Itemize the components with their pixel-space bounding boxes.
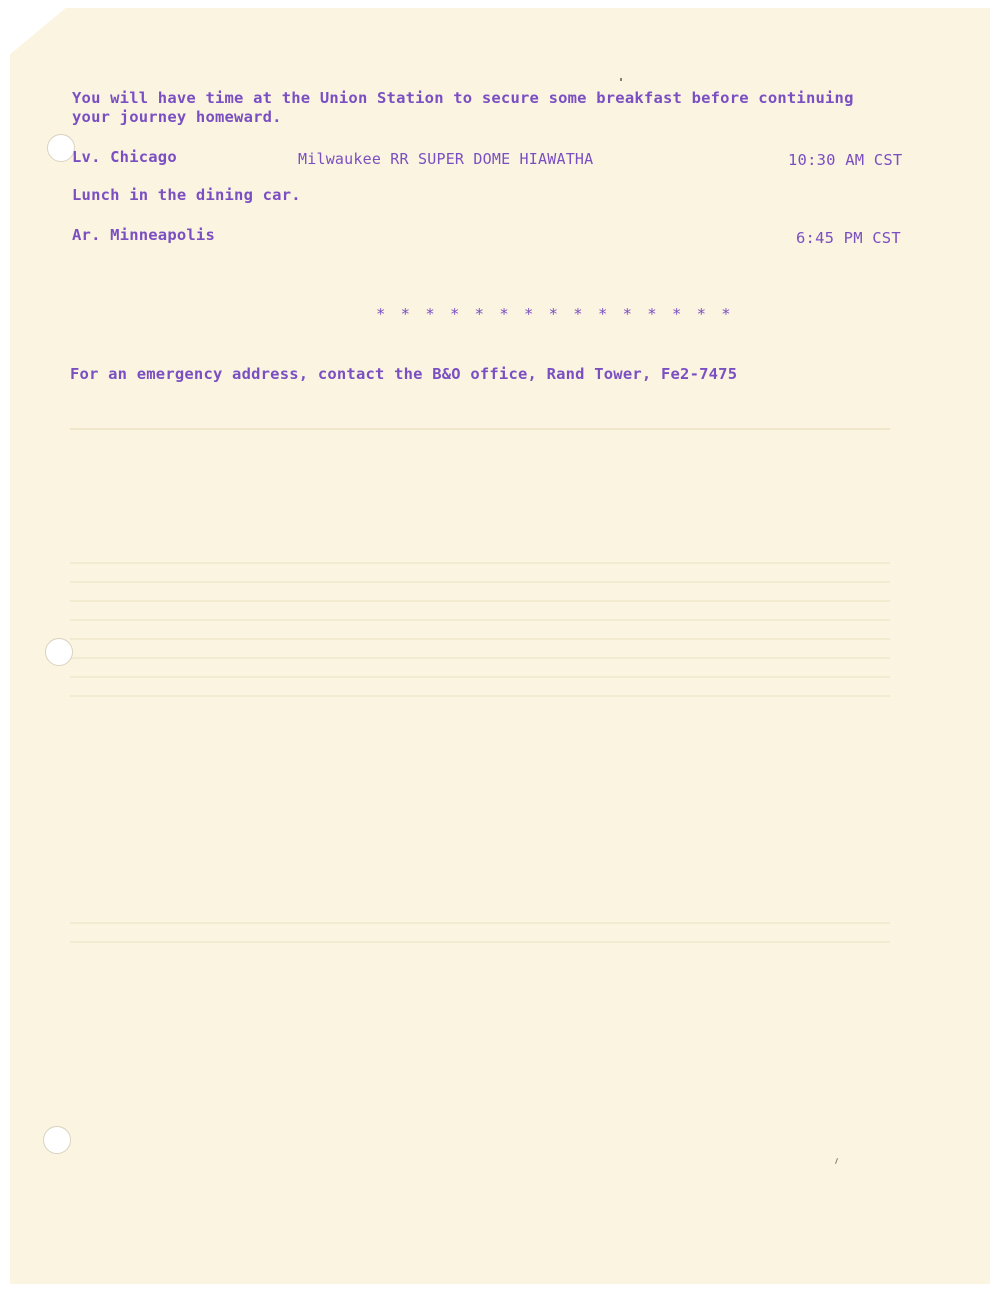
departure-label: Lv. Chicago bbox=[72, 148, 177, 166]
punch-hole-middle bbox=[45, 638, 73, 666]
asterisk-separator: * * * * * * * * * * * * * * * bbox=[376, 305, 734, 323]
emergency-note: For an emergency address, contact the B&O office, Rand Tower, Fe2-7475 bbox=[70, 365, 738, 383]
bleed-through-texture bbox=[70, 428, 890, 430]
arrival-label: Ar. Minneapolis bbox=[72, 226, 215, 244]
departure-time: 10:30 AM CST bbox=[788, 151, 903, 169]
bleed-through-texture bbox=[70, 908, 890, 948]
bleed-through-texture bbox=[70, 548, 890, 698]
stray-mark bbox=[620, 78, 622, 81]
lunch-note: Lunch in the dining car. bbox=[72, 186, 301, 204]
departure-carrier: Milwaukee RR SUPER DOME HIAWATHA bbox=[298, 150, 594, 168]
arrival-time: 6:45 PM CST bbox=[796, 229, 901, 247]
punch-hole-bottom bbox=[43, 1126, 71, 1154]
stray-mark bbox=[835, 1158, 838, 1164]
document-page bbox=[10, 8, 990, 1284]
intro-line-2: your journey homeward. bbox=[72, 108, 282, 126]
torn-corner bbox=[10, 8, 68, 56]
intro-line-1: You will have time at the Union Station to secure some breakfast before continuing bbox=[72, 89, 854, 107]
punch-hole-top bbox=[47, 134, 75, 162]
